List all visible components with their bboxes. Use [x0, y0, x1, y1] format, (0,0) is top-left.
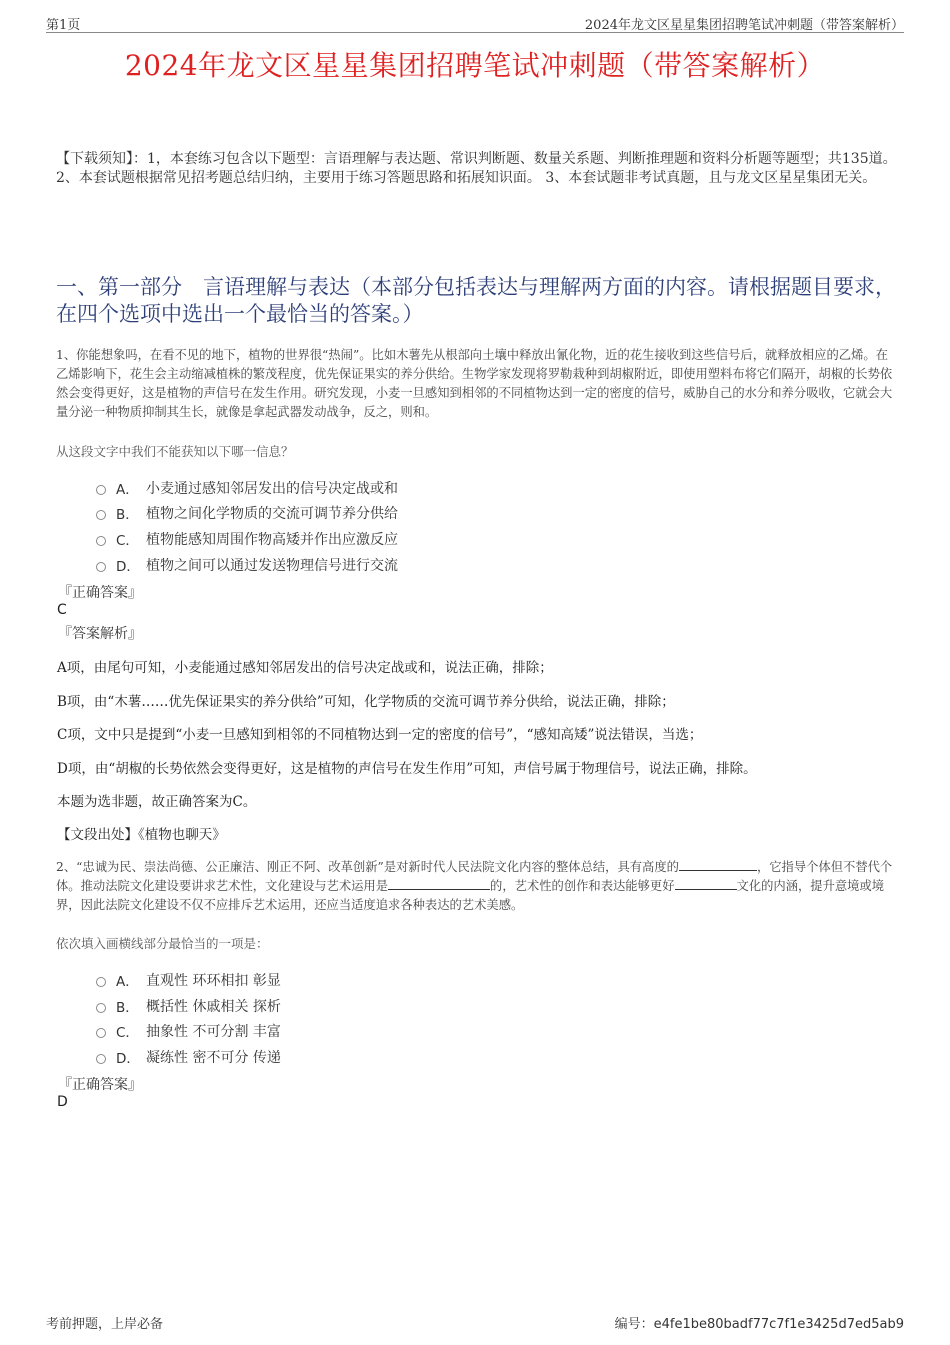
option-letter: C．: [116, 533, 139, 549]
q2-passage-part: ，它指导个体但不替代个体。推动法院文化建设要讲求艺术性，文化建设与艺术运用是: [56, 860, 893, 893]
fill-blank[interactable]: [388, 878, 490, 890]
q1-passage: 1、你能想象吗，在看不见的地下，植物的世界很“热闹”。比如木薯先从根部向土壤中释放出氰化物，近的花生接收到这些信号后，就释放相应的乙烯。在乙烯影响下，花生会主动缩减植株的繁茂程度，优先保证果实的养分供给。生物学家发现将罗勒栽种到胡椒附近，即使用塑料布将它们隔开，胡椒的长势依然会变得更好，这是植物的声信号在发生作用。研究发现，小麦一旦感知到相邻的不同植物达到一定的密度的信号，威胁自己的水分和养分吸收，它就会大量分泌一种物质抑制其生长，就像是拿起武器发动战争，反之，则和。: [56, 348, 893, 419]
footer-code-value: e4fe1be80badf77c7f1e3425d7ed5ab9: [653, 1317, 904, 1332]
option-letter: B．: [116, 507, 139, 523]
q2-passage-part: 的，艺术性的创作和表达能够更好: [490, 879, 675, 893]
q2-answer-label: 『正确答案』: [58, 1077, 142, 1093]
q1-analysis-c: C项，文中只是提到“小麦一旦感知到相邻的不同植物达到一定的密度的信号”，“感知高矮”说法错误，当选；: [57, 727, 703, 743]
option-text: 小麦通过感知邻居发出的信号决定战或和: [146, 481, 398, 497]
option-text: 概括性 休戚相关 探析: [146, 999, 281, 1015]
q2-passage-part: 文化的内涵，提升意境或境界，因此法院文化建设不仅不应排斥艺术运用，还应当适度追求各种表达的艺术美感。: [56, 879, 885, 912]
page-number: 第1页: [46, 18, 81, 33]
radio-icon[interactable]: [96, 1054, 106, 1064]
q2-passage: [56, 858, 898, 915]
q1-analysis-label: 『答案解析』: [58, 626, 142, 642]
footer-code: [615, 1313, 904, 1332]
q1-source: 【文段出处】《植物也聊天》: [57, 827, 226, 843]
option-text: 凝练性 密不可分 传递: [146, 1050, 281, 1066]
q2-option-a[interactable]: [96, 970, 281, 990]
option-text: 抽象性 不可分割 丰富: [146, 1024, 281, 1040]
header-rule: [46, 32, 904, 33]
option-text: 植物之间可以通过发送物理信号进行交流: [146, 558, 398, 574]
q1-conclusion: 本题为选非题，故正确答案为C。: [57, 794, 257, 810]
q1-option-d[interactable]: [96, 555, 398, 575]
q2-option-d[interactable]: [96, 1047, 281, 1067]
page-title: 2024年龙文区星星集团招聘笔试冲刺题（带答案解析）: [124, 49, 826, 82]
option-text: 植物之间化学物质的交流可调节养分供给: [146, 506, 398, 522]
radio-icon[interactable]: [96, 485, 106, 495]
radio-icon[interactable]: [96, 510, 106, 520]
q2-passage-part: 2、“忠诚为民、崇法尚德、公正廉洁、刚正不阿、改革创新”是对新时代人民法院文化内容的整体总结，具有高度的: [56, 860, 679, 874]
radio-icon[interactable]: [96, 1028, 106, 1038]
header-doc-title: 2024年龙文区星星集团招聘笔试冲刺题（带答案解析）: [584, 18, 904, 33]
q2-option-b[interactable]: [96, 996, 281, 1016]
radio-icon[interactable]: [96, 562, 106, 572]
option-letter: A．: [116, 974, 139, 990]
q1-option-b[interactable]: [96, 503, 398, 523]
download-notice: 【下载须知】：1，本套练习包含以下题型：言语理解与表达题、常识判断题、数量关系题、判断推理题和资料分析题等题型；共135道。 2、本套试题根据常见招考题总结归纳，主要用于练习答题思路和拓展知识面。 3、本套试题非考试真题，且与龙文区星星集团无关。: [56, 151, 897, 186]
option-letter: D．: [116, 1051, 140, 1067]
option-text: 直观性 环环相扣 彰显: [146, 973, 281, 989]
q1-stem: 从这段文字中我们不能获知以下哪一信息？: [56, 444, 294, 459]
q1-answer: C: [57, 602, 67, 618]
q1-answer-label: 『正确答案』: [58, 585, 142, 601]
q1-analysis-d: D项，由“胡椒的长势依然会变得更好，这是植物的声信号在发生作用”可知，声信号属于物理信号，说法正确，排除。: [57, 761, 757, 777]
footer-code-label: 编号：: [614, 1317, 654, 1332]
section-title: 一、第一部分 言语理解与表达（本部分包括表达与理解两方面的内容。请根据题目要求，在四个选项中选出一个最恰当的答案。）: [56, 275, 896, 326]
q2-stem: 依次填入画横线部分最恰当的一项是：: [56, 936, 269, 951]
radio-icon[interactable]: [96, 536, 106, 546]
q1-option-a[interactable]: [96, 478, 398, 498]
q2-answer: D: [57, 1094, 68, 1110]
option-text: 植物能感知周围作物高矮并作出应激反应: [146, 532, 398, 548]
fill-blank[interactable]: [675, 878, 737, 890]
option-letter: A．: [116, 482, 139, 498]
q1-option-c[interactable]: [96, 529, 398, 549]
q1-analysis-a: A项，由尾句可知，小麦能通过感知邻居发出的信号决定战或和，说法正确，排除；: [57, 660, 553, 676]
option-letter: B．: [116, 1000, 139, 1016]
option-letter: C．: [116, 1025, 139, 1041]
fill-blank[interactable]: [679, 859, 757, 871]
q1-analysis-b: B项，由“木薯……优先保证果实的养分供给”可知，化学物质的交流可调节养分供给，说法正确，排除；: [57, 694, 675, 710]
radio-icon[interactable]: [96, 1003, 106, 1013]
footer-slogan: 考前押题，上岸必备: [46, 1317, 164, 1332]
q2-option-c[interactable]: [96, 1021, 281, 1041]
option-letter: D．: [116, 559, 140, 575]
radio-icon[interactable]: [96, 977, 106, 987]
